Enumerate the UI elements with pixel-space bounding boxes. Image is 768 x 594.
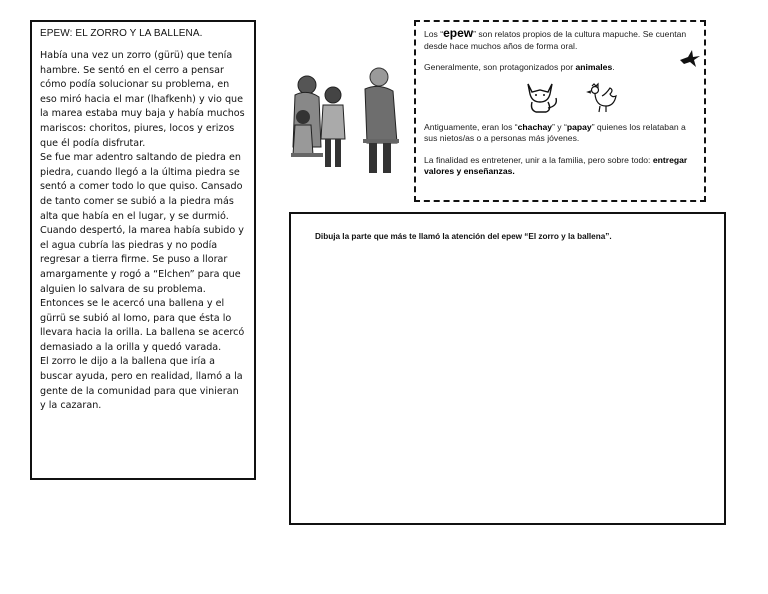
drawing-area[interactable]: [289, 212, 726, 525]
info-paragraph-finalidad: La finalidad es entretener, unir a la familia, pero sobre todo: entregar valores y enseñanzas.: [424, 154, 688, 176]
info-paragraph-chachay: Antiguamente, eran los “chachay” y “papay” quienes los relataban a sus nietos/as o a personas más jóvenes.: [424, 121, 686, 143]
story-title: EPEW: EL ZORRO Y LA BALLENA.: [40, 28, 203, 39]
info-box: [414, 20, 706, 202]
family-illustration-icon: [283, 55, 408, 180]
animals-row: [424, 82, 696, 116]
story-paragraph: El zorro le dijo a la ballena que iría a buscar ayuda, pero en realidad, llamó a la gente de la comunidad para que vinieran y la cazaran.: [40, 356, 243, 412]
story-paragraph: Se fue mar adentro saltando de piedra en piedra, cuando llegó a la última piedra se sentó a comer todo lo que quiso. Cansado de tanto comer se subió a la piedra más alta que había en el lugar, y se durmió.: [40, 152, 243, 222]
info-paragraph-epew: Los “epew” son relatos propios de la cultura mapuche. Se cuentan desde hace muchos años de forma oral.: [424, 26, 687, 51]
task-prompt: Dibuja la parte que más te llamó la atención del epew “El zorro y la ballena”.: [315, 232, 612, 241]
info-paragraph-animals: Generalmente, son protagonizados por animales.: [424, 62, 615, 72]
fox-icon: [520, 80, 560, 114]
rooster-icon: [584, 82, 620, 114]
story-paragraph: Cuando despertó, la marea había subido y el agua cubría las piedras y no podía regresar a tierra firme. Se puso a llorar amargamente y rogó a “Elchen” para que alguien lo salvara de su problema. Entonces se le acercó una ballena y el gürrü se subió al lomo, para que ésta lo llevara hacia la orilla. La ballena se acercó demasiado a la orilla y quedó varada.: [40, 225, 245, 353]
bird-icon: [678, 48, 702, 68]
story-paragraph: Había una vez un zorro (gürü) que tenía hambre. Se sentó en el cerro a pensar cómo podía solucionar su problema, en eso miró hacia el mar (lhafkenh) y vio que la marea estaba muy baja y había muchos mariscos: choritos, piures, locos y erizos que él podía disfrutar.: [40, 50, 245, 149]
story-box: [30, 20, 256, 480]
